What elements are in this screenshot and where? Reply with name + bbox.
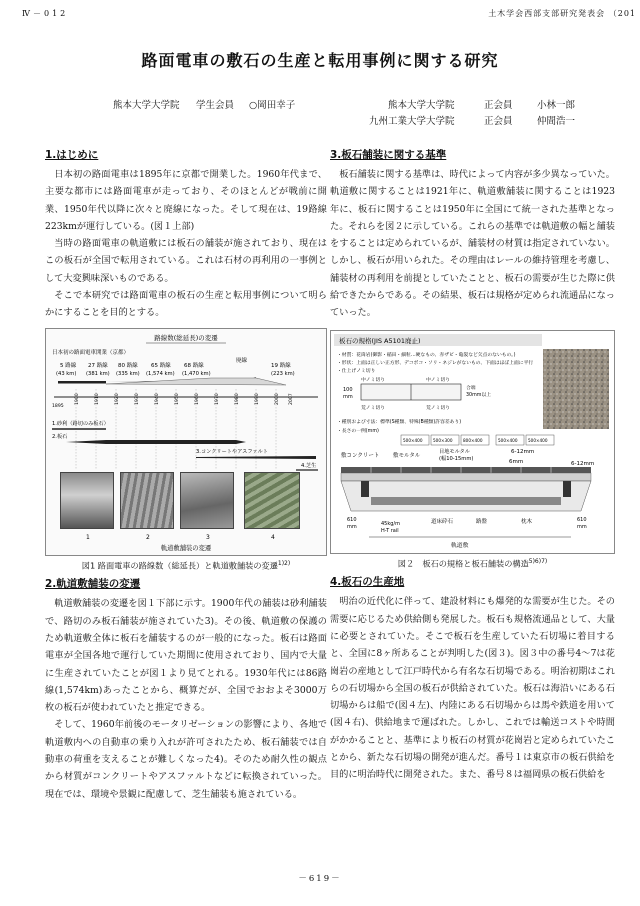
figure-1-caption <box>45 560 327 572</box>
photo-number: 3 <box>206 533 210 541</box>
author-1-affiliation: 熊本大学大学院 <box>113 100 180 111</box>
year-tick: 1930 <box>135 392 140 405</box>
photo-number: 4 <box>271 533 275 541</box>
count-label: 27 路線 <box>88 362 108 369</box>
author-2-role: 正会員 <box>484 100 513 111</box>
length-label: (43 km) <box>56 370 77 377</box>
count-label: 5 路線 <box>60 362 77 369</box>
size-cell: 500×400 <box>498 437 518 443</box>
author-3-name: 仲間浩一 <box>537 116 576 127</box>
rail-label-2: H-T rail <box>381 527 399 534</box>
sleeper-label: 枕木 <box>521 518 533 525</box>
kinds-label: ・種別および寸法：標準(S種類、特殊(B種類)許容差あり) <box>337 419 462 425</box>
length-label: (335 km) <box>116 370 140 377</box>
dim-100: 100 <box>343 386 353 393</box>
section-3-para-1: 板石舗装に関する基準は、時代によって内容が多少異なっていた。軌道敷に関することは1921年に、軌道敷舗装に関することは1923年に、板石に関することは1950年に全国にて統一された基準となった。それらを図２に示している。これらの基準では軌道敷の幅と舗装をすることは定められているが、舗装材の材質は指定されていない。しかし、板石が用いられた。その理由はレールの維持管理を考慮し、舗装材の再利用を前提としていたことと、板石の需要が生じた際に供給できたからである。その結果、板石は規格が定められ流通品になっていった。 <box>330 169 615 319</box>
year-tick: 1940 <box>155 392 160 405</box>
year-tick: 1970 <box>215 392 220 405</box>
joint-mortar-label: 目地モルタル <box>439 448 470 455</box>
photo-4-grass-track <box>244 472 300 529</box>
photo-2-stone-slabs <box>120 472 174 529</box>
spec-title: 板石の規格(JIS A5101廃止) <box>339 336 421 345</box>
spec-material: ・材質：花崗岩(御影・稲田・細粒…硬なもの、赤ザビ・亀裂など欠点のないもの。) <box>337 352 516 358</box>
count-label: 19 路線 <box>271 362 291 369</box>
nomi-label: 荒ノミ切り <box>426 405 450 411</box>
nomi-label: 中ノミ切り <box>426 377 450 383</box>
gap-label: 6-12mm <box>571 460 595 467</box>
author-3-role: 正会員 <box>484 116 513 127</box>
header-code: Ⅳ－012 <box>22 9 69 18</box>
section-2-para-1: 軌道敷舗装の変遷を図１下部に示す。1900年代の舗装は砂利舗装で、路切のみ板石舗装が施されていた3)。その後、軌道敷の保護のため軌道敷全体に板石を舗装するのが一般的になった。板石は路面電車が全国各地で運行していた期間に使用されており、国内で大量に生産されていたことが図１より見てとれる。1930年代には86路線(1,574km)あったことから、概算だが、全国でおおよそ3000万枚の板石が使われていたと推定できる。 <box>45 598 327 714</box>
left-column <box>45 148 327 803</box>
pave-1-label: 1.砂利（路切のみ板石） <box>52 420 109 427</box>
author-1-role: 学生会員 <box>196 100 235 111</box>
paper-title: 路面電車の敷石の生産と転用事例に関する研究 <box>141 51 499 70</box>
closing-label: 廃線 <box>236 357 248 364</box>
count-label: 68 路線 <box>184 362 204 369</box>
size-cell: 800×400 <box>463 437 483 443</box>
figure-2-diagram <box>331 331 614 553</box>
page-number: －619－ <box>298 874 342 884</box>
spec-shape: ・形状：上面は正しい正方形、デコボコ・ソリ・ネジレがないもの、下面はほぼ上面に平行 <box>337 360 534 366</box>
year-tick: 1950 <box>175 392 180 405</box>
year-tick: 1895 <box>52 403 64 409</box>
author-3-affiliation: 九州工業大学大学院 <box>369 116 455 127</box>
size-table <box>401 435 554 445</box>
dim-mm: mm <box>343 393 353 400</box>
section-2-heading: 2.軌道敷舗装の変遷 <box>45 578 141 591</box>
section-1-para-3: そこで本研究では路面電車の板石の生産と転用事例について明らかにすることを目的とする。 <box>45 290 327 319</box>
year-tick: 2007 <box>289 392 294 405</box>
dim-mm: mm <box>577 523 587 530</box>
size-label: ・長さの一例(mm) <box>337 428 379 434</box>
size-cell: 500×400 <box>528 437 548 443</box>
author-1-name: ○岡田幸子 <box>249 100 296 111</box>
author-2-affiliation: 熊本大学大学院 <box>388 100 455 111</box>
figure-1 <box>45 328 327 556</box>
rail-label: 45kg/m <box>381 520 400 527</box>
length-label: (381 km) <box>86 370 110 377</box>
length-label: (223 km) <box>271 370 295 377</box>
joint-label-2: 30mm以上 <box>466 392 492 398</box>
right-column <box>330 148 615 784</box>
year-tick: 1920 <box>115 392 120 405</box>
fig1-top-title: 路線数(総延長)の変遷 <box>154 333 218 342</box>
year-tick: 1980 <box>235 392 240 405</box>
photo-1-gravel-street <box>60 472 114 529</box>
gap-label: 6-12mm <box>511 448 535 455</box>
fig1-caption-text: 図1 路面電車の路線数（総延長）と軌道敷舗装の変遷 <box>81 560 278 571</box>
count-label: 65 路線 <box>151 362 171 369</box>
joint-width-label: (幅10-15mm) <box>439 455 474 462</box>
count-label: 80 路線 <box>118 362 138 369</box>
section-3-heading: 3.板石舗装に関する基準 <box>330 149 447 161</box>
dim-mm: mm <box>347 523 357 530</box>
ridge-label: 道床砕石 <box>431 518 454 525</box>
author-2-name: 小林一郎 <box>537 100 576 111</box>
pave-4-label: 4.芝生 <box>301 462 317 469</box>
fig1-bottom-title: 軌道敷舗装の変遷 <box>160 544 212 552</box>
fig2-caption-ref: 5)6)7) <box>528 557 548 565</box>
year-tick: 1960 <box>195 392 200 405</box>
year-tick: 1990 <box>255 392 260 405</box>
section-4-heading: 4.板石の生産地 <box>330 576 405 589</box>
pave-2-label: 2.板石 <box>52 433 68 440</box>
joint-label: 合端 <box>466 385 476 391</box>
size-cell: 500×300 <box>433 437 453 443</box>
section-4-para-1: 明治の近代化に伴って、建設材料にも爆発的な需要が生じた。その需要に応じるため供給側も発展した。板石も規格流通品として、大量に必要とされていた。そこで板石を生産していた石切場に着目すると、全国に8ヶ所あることが判明した(図３)。図３中の番号4～7は花崗岩の産地として江戸時代から有名な石切場である。明治初期はこれらの石切場から全国の板石が供給されていた。板石は海沿いにある石切場からは船で(図４左)、内陸にある石切場からは馬や鉄道を用いて(図４右)、供給地まで運ばれた。しかし、これでは輸送コストや時間がかかることと、基準により板石の材質が花崗岩と定められていたことから、新たな石切場の開発が進んだ。番号１は東京市の板石供給を目的に明治時代に開発された。また、番号８は福岡県の板石供給を <box>330 596 615 781</box>
section-1-heading: 1.はじめに <box>45 149 99 161</box>
fig2-caption-text: 図２ 板石の規格と板石舗装の構造 <box>397 558 529 569</box>
dim-610: 610 <box>577 516 587 523</box>
year-tick: 1900 <box>75 392 80 405</box>
track-label: 軌道敷 <box>451 542 469 549</box>
spec-finish: ・仕上げノミ切り <box>337 368 376 374</box>
dim-610: 610 <box>347 516 357 523</box>
year-tick: 2000 <box>275 392 280 405</box>
section-1-para-2: 当時の路面電車の軌道敷には板石の舗装が施されており、現在はこの板石が全国で転用されている。これは石材の再利用の一事例として大変興味深いものである。 <box>45 238 327 284</box>
figure-2-caption <box>330 558 615 570</box>
photo-3-concrete-track <box>180 472 234 529</box>
pave-3-label: 3.コンクリートやアスファルト <box>196 448 268 455</box>
fig1-caption-ref: 1)2) <box>277 559 291 567</box>
length-label: (1,574 km) <box>146 370 175 377</box>
gap-label: 6mm <box>509 458 524 465</box>
photo-number: 1 <box>86 533 90 541</box>
length-label: (1,470 km) <box>182 370 211 377</box>
year-tick: 1910 <box>95 392 100 405</box>
nomi-label: 中ノミ切り <box>361 377 385 383</box>
photo-number: 2 <box>146 533 150 541</box>
size-cell: 500×400 <box>403 437 423 443</box>
concrete-label: 敷コンクリート <box>341 452 380 459</box>
section-1-para-1: 日本初の路面電車は1895年に京都で開業した。1960年代まで、主要な都市には路面電車が走っており、そのほとんどが戦前に開業、1950年代以降に次々と廃線になった。そして現在は、19路線223kmが運行している。(図１上部) <box>45 169 327 232</box>
roadbed-label: 路盤 <box>476 518 488 525</box>
nomi-label: 荒ノミ切り <box>361 405 385 411</box>
figure-2 <box>330 330 615 554</box>
header-conference: 土木学会西部支部研究発表会 （201 <box>488 9 636 18</box>
mortar-label: 敷モルタル <box>393 452 421 459</box>
section-2-para-2: そして、1960年前後のモータリゼーションの影響により、各地で軌道敷内への自動車の乗り入れが許可されたため、板石舗装では自動車の荷重を支えることが難しくなった4)。そのため耐久性の観点から材質がコンクリートやアスファルトなどに転換されていった。現在では、環境や景観に配慮して、芝生舗装も施されている。 <box>45 719 327 800</box>
fig1-first-line-label: 日本初の路面電車開業（京都） <box>52 349 130 356</box>
